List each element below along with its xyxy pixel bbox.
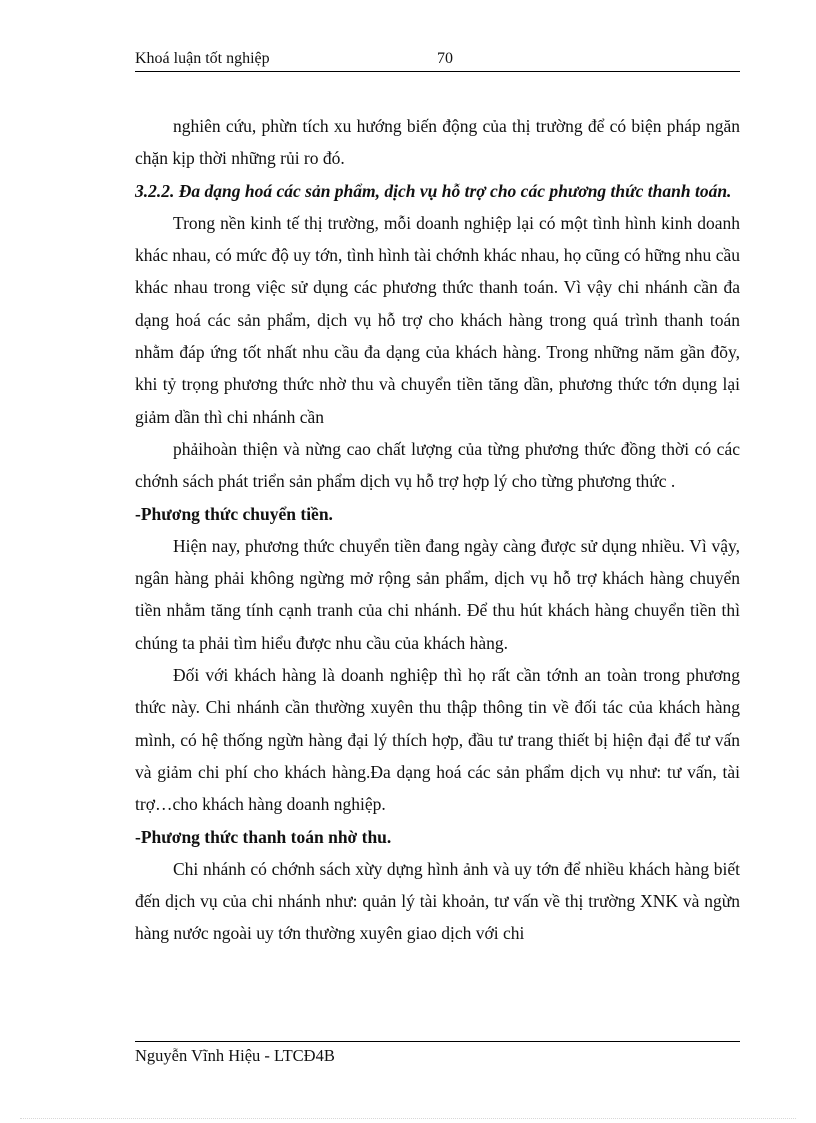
page-body xyxy=(135,110,740,950)
paragraph: Chi nhánh có chớnh sách xừy dựng hình ảnh và uy tớn để nhiều khách hàng biết đến dịch vụ của chi nhánh như: quản lý tài khoản, tư vấn về thị trường XNK và ngừn hàng nước ngoài uy tớn thường xuyên giao dịch với chi xyxy=(135,858,740,944)
page-header xyxy=(135,48,740,70)
paragraph: nghiên cứu, phừn tích xu hướng biến động của thị trường để có biện pháp ngăn chặn kịp thời những rủi ro đó. xyxy=(135,116,740,169)
page-edge-divider xyxy=(20,1118,796,1119)
footer-divider xyxy=(135,1041,740,1042)
paragraph: Hiện nay, phương thức chuyển tiền đang ngày càng được sử dụng nhiều. Vì vậy, ngân hàng phải không ngừng mở rộng sản phẩm, dịch vụ hỗ trợ khách hàng chuyển tiền nhằm tăng tính cạnh tranh của chi nhánh. Để thu hút khách hàng chuyển tiền thì chúng ta phải tìm hiểu được nhu cầu của khách hàng. xyxy=(135,535,740,653)
document-title: Khoá luận tốt nghiệp xyxy=(135,50,270,67)
subsection-heading: -Phương thức chuyển tiền. xyxy=(135,503,333,524)
section-heading: 3.2.2. Đa dạng hoá các sản phẩm, dịch vụ hỗ trợ cho các phương thức thanh toán. xyxy=(135,180,732,201)
paragraph: Đối với khách hàng là doanh nghiệp thì họ rất cần tớnh an toàn trong phương thức này. Chi nhánh cần thường xuyên thu thập thông tin về đối tác của khách hàng mình, có hệ thống ngừn hàng đại lý thích hợp, đầu tư trang thiết bị hiện đại để tư vấn và giảm chi phí cho khách hàng.Đa dạng hoá các sản phẩm dịch vụ như: tư vấn, tài trợ…cho khách hàng doanh nghiệp. xyxy=(135,665,740,815)
header-divider xyxy=(135,71,740,72)
footer-author: Nguyễn Vĩnh Hiệu - LTCĐ4B xyxy=(135,1046,335,1065)
page-number: 70 xyxy=(437,50,453,67)
paragraph: Trong nền kinh tế thị trường, mỗi doanh nghiệp lại có một tình hình kinh doanh khác nhau, có mức độ uy tớn, tình hình tài chớnh khác nhau, họ cũng có hững nhu cầu khác nhau trong việc sử dụng các phương thức thanh toán. Vì vậy chi nhánh cần đa dạng hoá các sản phẩm, dịch vụ hỗ trợ cho khách hàng trong quá trình thanh toán nhằm đáp ứng tốt nhất nhu cầu đa dạng của khách hàng. Trong những năm gần đõy, khi tỷ trọng phương thức nhờ thu và chuyển tiền tăng dần, phương thức tớn dụng lại giảm dần thì chi nhánh cần xyxy=(135,212,740,427)
subsection-heading: -Phương thức thanh toán nhờ thu. xyxy=(135,826,392,847)
paragraph: phảihoàn thiện và nừng cao chất lượng của từng phương thức đồng thời có các chớnh sách phát triển sản phẩm dịch vụ hỗ trợ hợp lý cho từng phương thức . xyxy=(135,438,740,492)
